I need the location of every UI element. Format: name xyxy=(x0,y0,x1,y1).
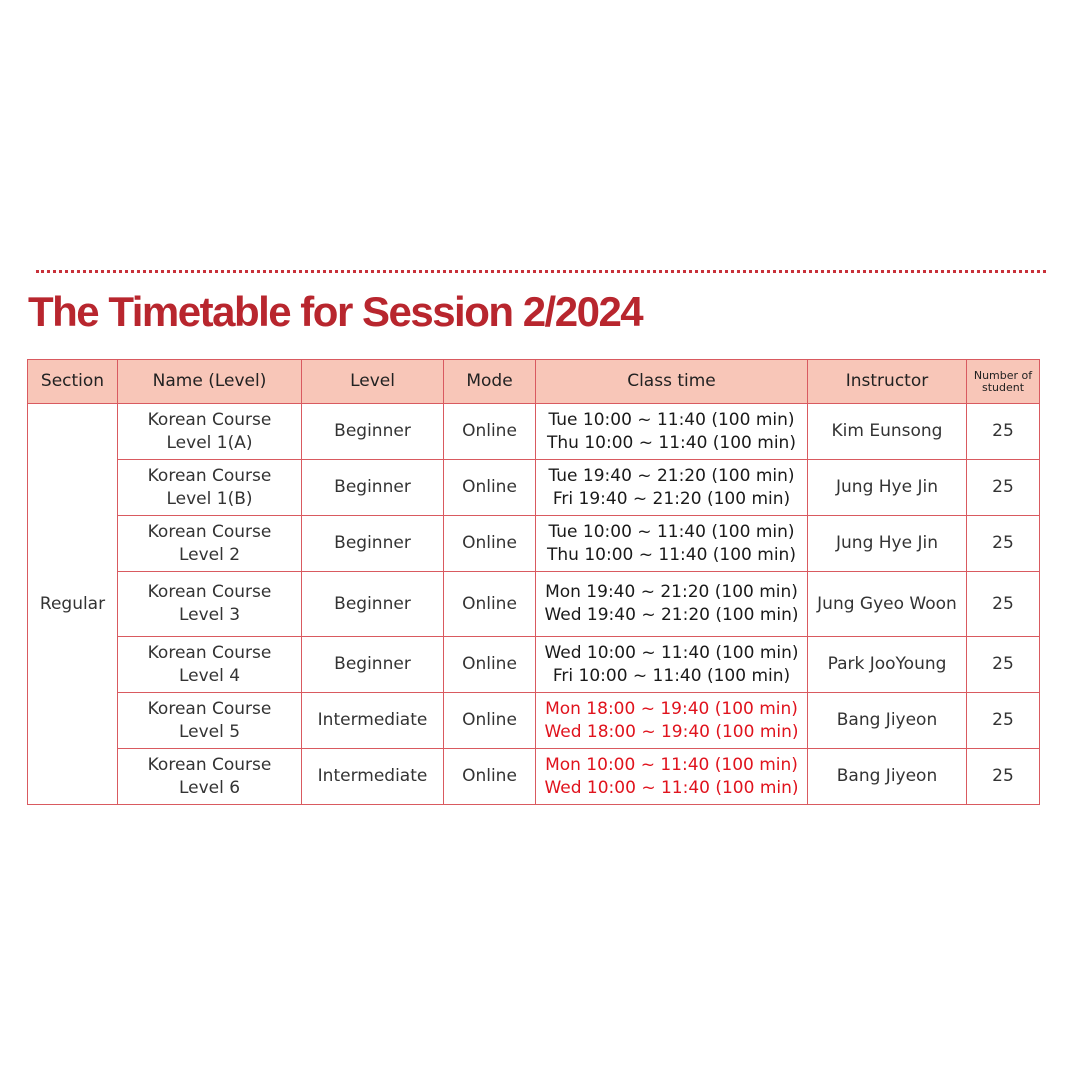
class-time-second: Fri 10:00 ~ 11:40 (100 min) xyxy=(552,665,791,686)
class-time-second: Fri 19:40 ~ 21:20 (100 min) xyxy=(552,488,791,509)
header-row xyxy=(28,360,1040,404)
class-time-cell xyxy=(536,749,808,805)
section-cell: Regular xyxy=(28,404,118,805)
course-name: Korean Course xyxy=(147,521,272,542)
table-row xyxy=(28,749,1040,805)
page-title: The Timetable for Session 2/2024 xyxy=(28,288,643,335)
level-cell: Beginner xyxy=(302,460,444,516)
class-time-first: Tue 10:00 ~ 11:40 (100 min) xyxy=(548,521,795,542)
table-row xyxy=(28,460,1040,516)
course-level-name: Level 6 xyxy=(178,777,241,798)
level-cell: Beginner xyxy=(302,404,444,460)
course-name: Korean Course xyxy=(147,465,272,486)
class-time-cell xyxy=(536,460,808,516)
class-time-cell xyxy=(536,637,808,693)
level-cell: Intermediate xyxy=(302,749,444,805)
course-level-name: Level 3 xyxy=(178,605,241,625)
course-level-name: Level 2 xyxy=(178,544,241,565)
students-cell: 25 xyxy=(967,637,1040,693)
header-class-time: Class time xyxy=(536,360,808,404)
header-section: Section xyxy=(28,360,118,404)
students-cell: 25 xyxy=(967,516,1040,572)
course-name-cell xyxy=(118,404,302,460)
course-name: Korean Course xyxy=(147,409,272,430)
course-name: Korean Course xyxy=(147,698,272,719)
instructor-cell: Bang Jiyeon xyxy=(808,693,967,749)
header-instructor: Instructor xyxy=(808,360,967,404)
class-time-first: Tue 19:40 ~ 21:20 (100 min) xyxy=(548,465,795,486)
students-cell: 25 xyxy=(967,404,1040,460)
table-row xyxy=(28,516,1040,572)
level-cell: Beginner xyxy=(302,516,444,572)
timetable xyxy=(27,359,1040,805)
course-level-name: Level 1(A) xyxy=(166,432,253,453)
instructor-cell: Jung Hye Jin xyxy=(808,516,967,572)
table-row xyxy=(28,572,1040,637)
header-name-level: Name (Level) xyxy=(118,360,302,404)
class-time-first: Tue 10:00 ~ 11:40 (100 min) xyxy=(548,409,795,430)
header-level: Level xyxy=(302,360,444,404)
class-time-first-highlighted: Mon 10:00 ~ 11:40 (100 min) xyxy=(545,754,798,775)
students-cell: 25 xyxy=(967,572,1040,637)
course-name-cell xyxy=(118,516,302,572)
students-cell: 25 xyxy=(967,460,1040,516)
mode-cell: Online xyxy=(444,572,536,637)
header-number-of-students-line1: Number of xyxy=(973,368,1033,382)
class-time-first: Wed 10:00 ~ 11:40 (100 min) xyxy=(544,642,799,663)
mode-cell: Online xyxy=(444,404,536,460)
class-time-second-highlighted: Wed 10:00 ~ 11:40 (100 min) xyxy=(544,777,799,798)
class-time-cell xyxy=(536,572,808,637)
level-cell: Beginner xyxy=(302,637,444,693)
course-name-cell xyxy=(118,637,302,693)
level-cell: Intermediate xyxy=(302,693,444,749)
class-time-second: Wed 19:40 ~ 21:20 (100 min) xyxy=(544,605,799,625)
mode-cell: Online xyxy=(444,637,536,693)
course-name-cell xyxy=(118,749,302,805)
header-number-of-students-line2: student xyxy=(981,380,1025,394)
course-name-cell xyxy=(118,460,302,516)
course-name: Korean Course xyxy=(147,642,272,663)
course-name: Korean Course xyxy=(147,582,272,602)
class-time-second-highlighted: Wed 18:00 ~ 19:40 (100 min) xyxy=(544,721,799,742)
header-number-of-students xyxy=(967,360,1040,404)
course-name-cell xyxy=(118,572,302,637)
class-time-cell xyxy=(536,516,808,572)
table-row xyxy=(28,404,1040,460)
mode-cell: Online xyxy=(444,693,536,749)
class-time-cell xyxy=(536,693,808,749)
header-mode: Mode xyxy=(444,360,536,404)
instructor-cell: Kim Eunsong xyxy=(808,404,967,460)
instructor-cell: Jung Gyeo Woon xyxy=(808,572,967,637)
course-name-cell xyxy=(118,693,302,749)
class-time-cell xyxy=(536,404,808,460)
instructor-cell: Jung Hye Jin xyxy=(808,460,967,516)
class-time-second: Thu 10:00 ~ 11:40 (100 min) xyxy=(547,432,796,453)
table-row xyxy=(28,637,1040,693)
course-level-name: Level 5 xyxy=(178,721,241,742)
instructor-cell: Park JooYoung xyxy=(808,637,967,693)
course-name: Korean Course xyxy=(147,754,272,775)
mode-cell: Online xyxy=(444,516,536,572)
course-level-name: Level 1(B) xyxy=(166,488,253,509)
mode-cell: Online xyxy=(444,749,536,805)
course-level-name: Level 4 xyxy=(178,665,241,686)
class-time-first-highlighted: Mon 18:00 ~ 19:40 (100 min) xyxy=(545,698,798,719)
level-cell: Beginner xyxy=(302,572,444,637)
students-cell: 25 xyxy=(967,749,1040,805)
class-time-second: Thu 10:00 ~ 11:40 (100 min) xyxy=(547,544,796,565)
table-row xyxy=(28,693,1040,749)
instructor-cell: Bang Jiyeon xyxy=(808,749,967,805)
dotted-divider xyxy=(36,270,1046,273)
students-cell: 25 xyxy=(967,693,1040,749)
mode-cell: Online xyxy=(444,460,536,516)
class-time-first: Mon 19:40 ~ 21:20 (100 min) xyxy=(545,582,798,602)
